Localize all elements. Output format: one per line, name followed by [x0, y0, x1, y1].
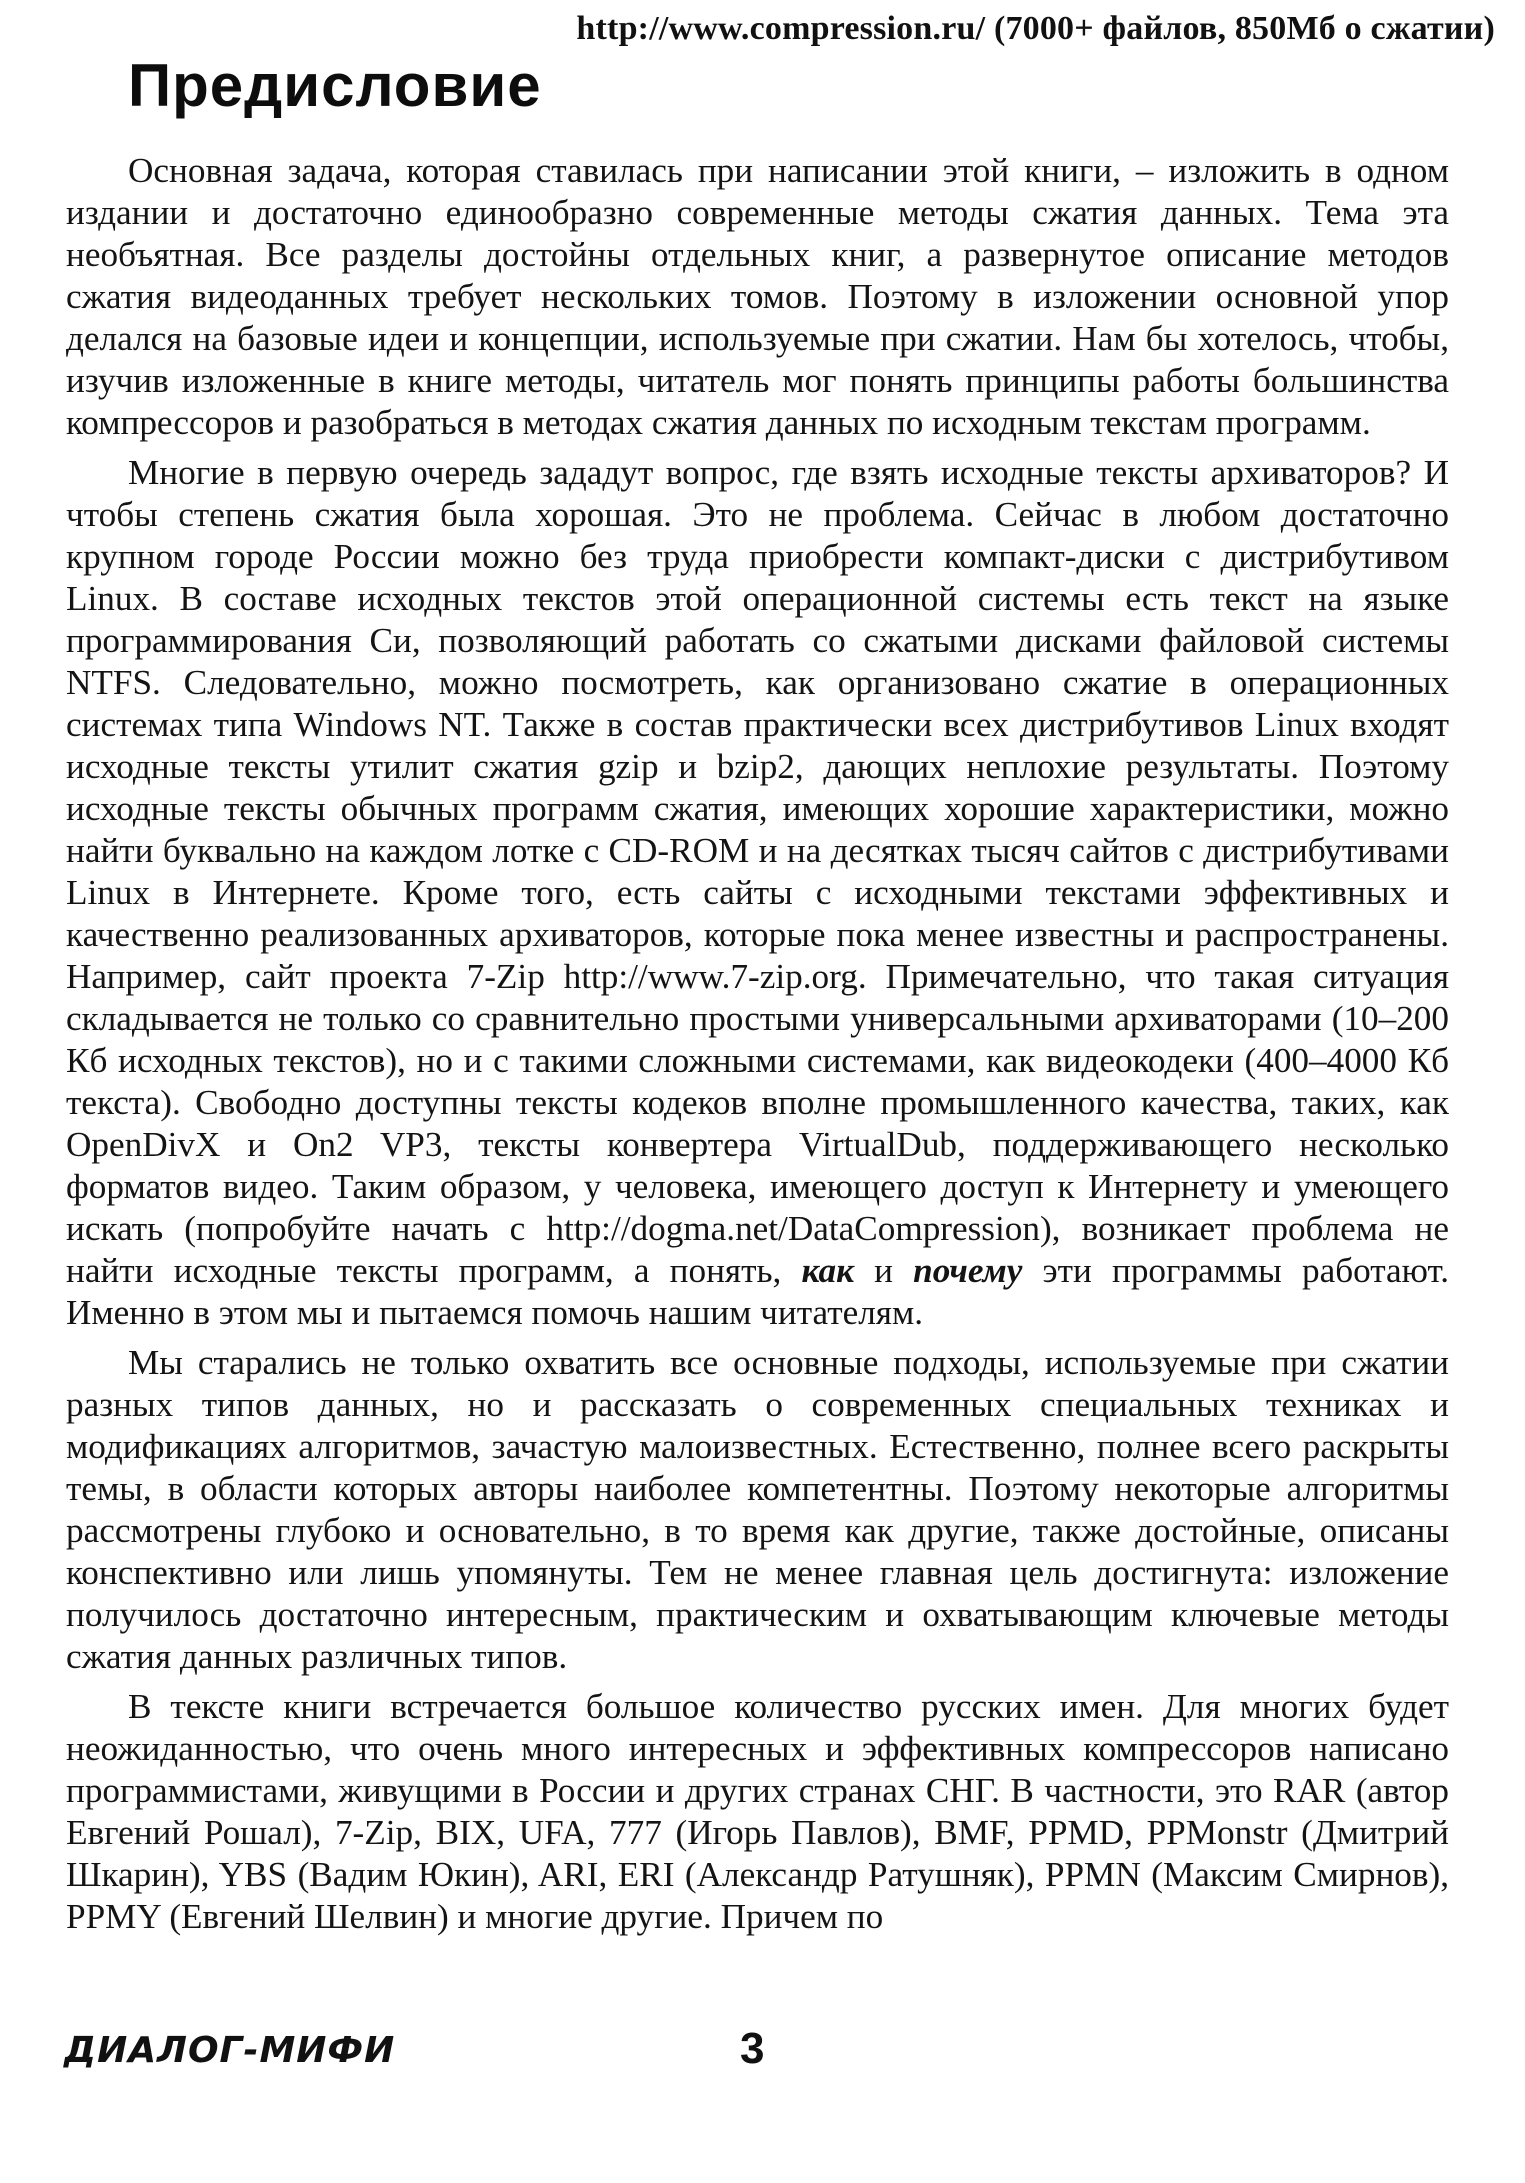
emphasis-how: как — [801, 1251, 854, 1290]
paragraph-4 — [66, 1686, 1449, 1938]
page-title: Предисловие — [128, 52, 542, 119]
paragraph-4-text: В тексте книги встречается большое количество русских имен. Для многих будет неожиданностью, что очень много интересных и эффективных компрессоров написано программистами, живущими в России и других странах СНГ. В частности, это RAR (автор Евгений Рошал), 7-Zip, BIX, UFA, 777 (Игорь Павлов), BMF, PPMD, PPMonstr (Дмитрий Шкарин), YBS (Вадим Юкин), ARI, ERI (Александр Ратушняк), PPMN (Максим Смирнов), PPMY (Евгений Шелвин) и многие другие. Причем по — [66, 1687, 1449, 1936]
paragraph-3-text: Мы старались не только охватить все основные подходы, используемые при сжатии разных типов данных, но и рассказать о современных специальных техниках и модификациях алгоритмов, зачастую малоизвестных. Естественно, полнее всего раскрыты темы, в области которых авторы наиболее компетентны. Поэтому некоторые алгоритмы рассмотрены глубоко и основательно, в то время как другие, также достойные, описаны конспективно или лишь упомянуты. Тем не менее главная цель достигнута: изложение получилось достаточно интересным, практическим и охватывающим ключевые методы сжатия данных различных типов. — [66, 1343, 1449, 1676]
emphasis-why: почему — [913, 1251, 1023, 1290]
paragraph-1 — [66, 150, 1449, 444]
body-text — [66, 150, 1449, 1946]
paragraph-2 — [66, 452, 1449, 1334]
paragraph-2-tail: эти программы работают. Именно в этом мы и пытаемся помочь нашим читателям. — [66, 1251, 1450, 1332]
page-number: 3 — [740, 2024, 765, 2073]
paragraph-2-text: Многие в первую очередь зададут вопрос, где взять исходные тексты архиваторов? И чтобы степень сжатия была хорошая. Это не проблема. Сейчас в любом достаточно крупном городе России можно без труда приобрести компакт-диски с дистрибутивом Linux. В составе исходных текстов этой операционной системы есть текст на языке программирования Си, позволяющий работать со сжатыми дисками файловой системы NTFS. Следовательно, можно посмотреть, как организовано сжатие в операционных системах типа Windows NT. Также в состав практически всех дистрибутивов Linux входят исходные тексты утилит сжатия gzip и bzip2, дающих неплохие результаты. Поэтому исходные тексты обычных программ сжатия, имеющих хорошие характеристики, можно найти буквально на каждом лотке с CD-ROM и на десятках тысяч сайтов с дистрибутивами Linux в Интернете. Кроме того, есть сайты с исходными текстами эффективных и качественно реализованных архиваторов, которые пока менее известны и распространены. Например, сайт проекта 7-Zip http://www.7-zip.org. Примечательно, что такая ситуация складывается не только со сравнительно простыми универсальными архиваторами (10–200 Кб исходных текстов), но и с такими сложными системами, как видеокодеки (400–4000 Кб текста). Свободно доступны тексты кодеков вполне промышленного качества, таких, как OpenDivX и On2 VP3, тексты конвертера VirtualDub, поддерживающего несколько форматов видео. Таким образом, у человека, имеющего доступ к Интернету и умеющего искать (попробуйте начать с http://dogma.net/DataCompression), возникает проблема не найти исходные тексты программ, а понять, — [66, 453, 1449, 1290]
paragraph-2-conjunction: и — [874, 1251, 893, 1290]
publisher-logo: ДИАЛОГ-МИФИ — [64, 2030, 396, 2071]
paragraph-1-text: Основная задача, которая ставилась при написании этой книги, – изложить в одном издании и достаточно единообразно современные методы сжатия данных. Тема эта необъятная. Все разделы достойны отдельных книг, а развернутое описание методов сжатия видеоданных требует нескольких томов. Поэтому в изложении основной упор делался на базовые идеи и концепции, используемые при сжатии. Нам бы хотелось, чтобы, изучив изложенные в книге методы, читатель мог понять принципы работы большинства компрессоров и разобраться в методах сжатия данных по исходным текстам программ. — [66, 151, 1449, 442]
header-url-line: http://www.compression.ru/ (7000+ файлов, 850Мб о сжатии) — [576, 10, 1495, 47]
paragraph-3 — [66, 1342, 1449, 1678]
